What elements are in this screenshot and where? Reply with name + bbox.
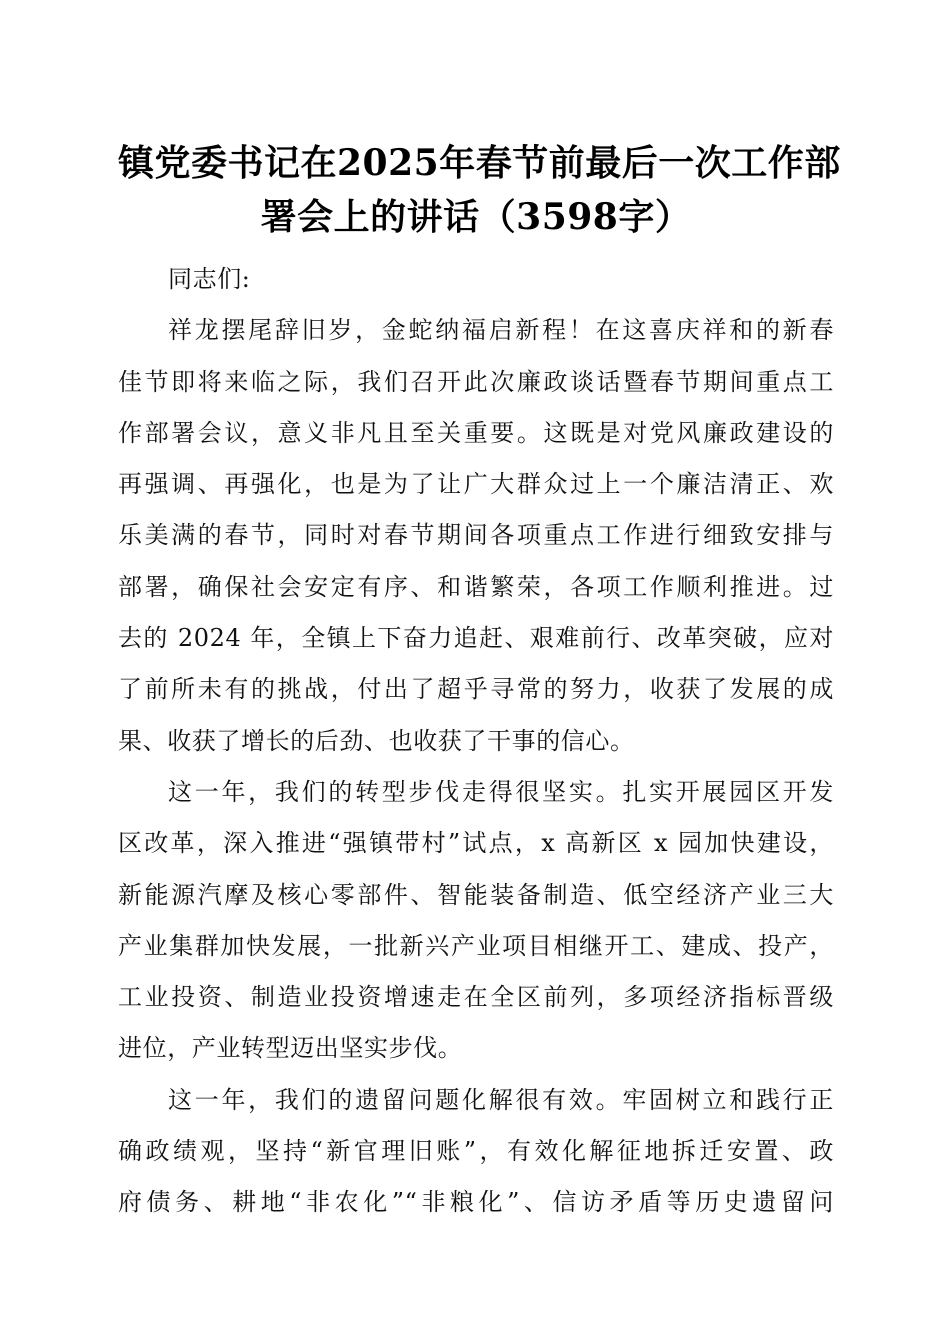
document-page bbox=[118, 136, 841, 1229]
paragraph-line: 佳节即将来临之际，我们召开此次廉政谈话暨春节期间重点工 bbox=[118, 367, 834, 396]
paragraph-3 bbox=[118, 1075, 834, 1229]
paragraph-line: 了前所未有的挑战，付出了超乎寻常的努力，收获了发展的成 bbox=[118, 675, 834, 704]
paragraph-line: 确政绩观，坚持“新官理旧账”，有效化解征地拆迁安置、政 bbox=[118, 1137, 834, 1166]
paragraph-1 bbox=[118, 305, 834, 767]
title-line: 镇党委书记在2025年春节前最后一次工作部 bbox=[118, 142, 841, 184]
paragraph-line: 再强调、再强化，也是为了让广大群众过上一个廉洁清正、欢 bbox=[118, 470, 834, 499]
paragraph-line: 进位，产业转型迈出坚实步伐。 bbox=[118, 1034, 463, 1063]
paragraph-line: 去的 2024 年，全镇上下奋力追赶、艰难前行、改革突破，应对 bbox=[118, 624, 834, 653]
salutation bbox=[118, 254, 834, 305]
paragraph-line: 工业投资、制造业投资增速走在全区前列，多项经济指标晋级 bbox=[118, 983, 834, 1012]
paragraph-line: 区改革，深入推进“强镇带村”试点，x 高新区 x 园加快建设， bbox=[118, 829, 834, 858]
document-body bbox=[118, 254, 834, 1229]
paragraph-line: 作部署会议，意义非凡且至关重要。这既是对党风廉政建设的 bbox=[118, 418, 834, 447]
paragraph-line: 这一年，我们的遗留问题化解很有效。牢固树立和践行正 bbox=[168, 1085, 834, 1114]
paragraph-2 bbox=[118, 767, 834, 1075]
paragraph-line: 祥龙摆尾辞旧岁，金蛇纳福启新程！在这喜庆祥和的新春 bbox=[168, 316, 834, 345]
paragraph-line: 部署，确保社会安定有序、和谐繁荣，各项工作顺利推进。过 bbox=[118, 572, 834, 601]
paragraph-line: 新能源汽摩及核心零部件、智能装备制造、低空经济产业三大 bbox=[118, 880, 834, 909]
paragraph-line: 乐美满的春节，同时对春节期间各项重点工作进行细致安排与 bbox=[118, 521, 834, 550]
title-line: 署会上的讲话（3598字） bbox=[260, 196, 692, 238]
paragraph-line: 府债务、耕地“非农化”“非粮化”、信访矛盾等历史遗留问 bbox=[118, 1188, 834, 1217]
paragraph-line: 这一年，我们的转型步伐走得很坚实。扎实开展园区开发 bbox=[168, 777, 834, 806]
paragraph-line: 产业集群加快发展，一批新兴产业项目相继开工、建成、投产， bbox=[118, 931, 834, 960]
document-title bbox=[118, 136, 841, 244]
salutation-text: 同志们: bbox=[168, 265, 251, 293]
paragraph-line: 果、收获了增长的后劲、也收获了干事的信心。 bbox=[118, 726, 635, 755]
